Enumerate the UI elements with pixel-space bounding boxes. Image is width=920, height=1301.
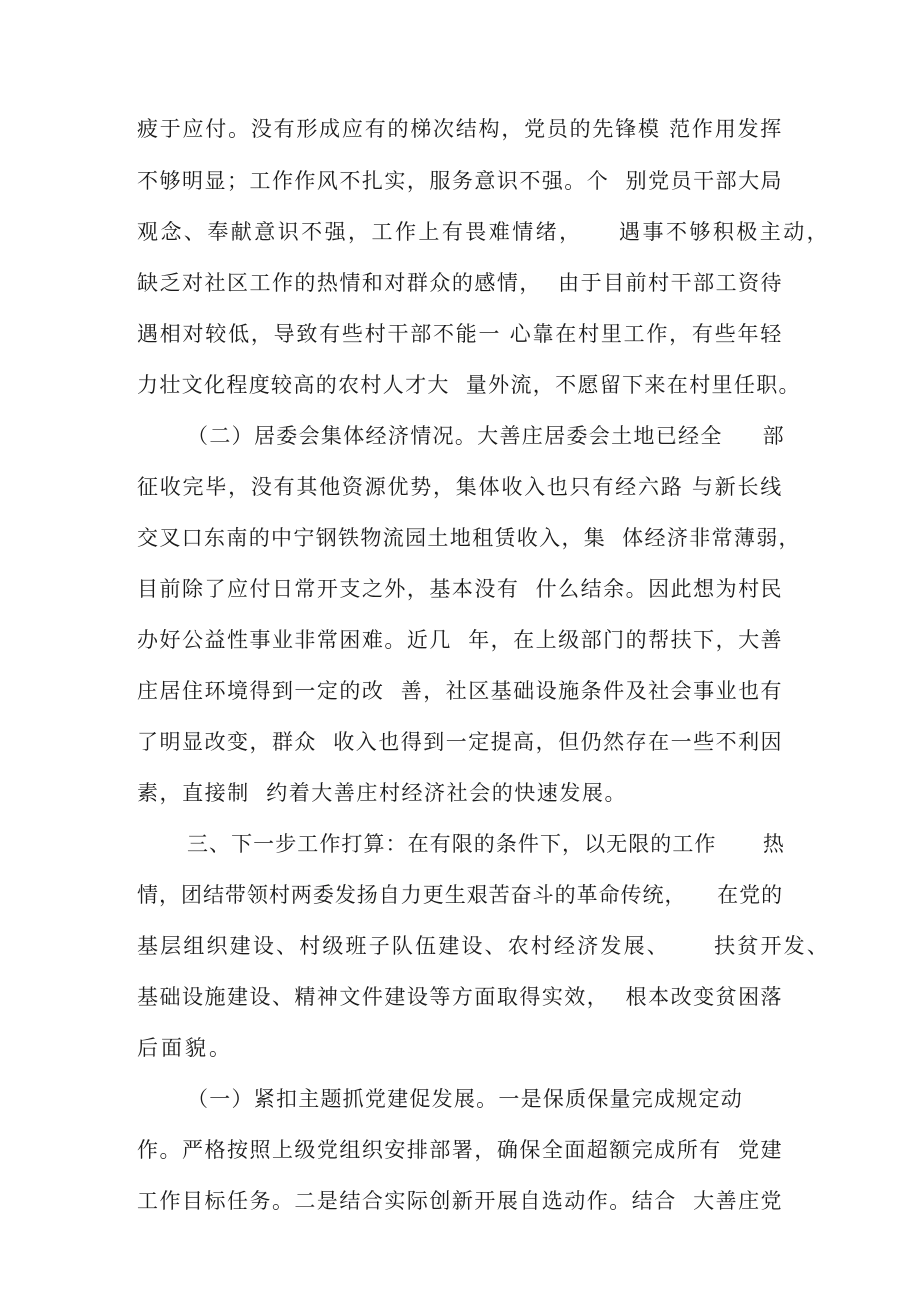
text-line: （一）紧扣主题抓党建促发展。一是保质保量完成规定动	[187, 1087, 743, 1111]
text-line: 力壮文化程度较高的农村人才大 量外流，不愿留下来在村里任职。	[137, 373, 801, 397]
text-line: 后面貌。	[137, 1036, 233, 1060]
text-line: 征收完毕，没有其他资源优势，集体收入也只有经六路 与新长线	[137, 475, 784, 499]
text-line: 办好公益性事业非常困难。近几 年，在上级部门的帮扶下，大善	[137, 628, 784, 652]
text-line: 观念、奉献意识不强，工作上有畏难情绪， 遇事不够积极主动，	[137, 220, 831, 244]
text-line: 素，直接制 约着大善庄村经济社会的快速发展。	[137, 781, 627, 805]
text-line: （二）居委会集体经济情况。大善庄居委会土地已经全 部	[187, 424, 785, 448]
text-line: 疲于应付。没有形成应有的梯次结构，党员的先锋模 范作用发挥	[137, 117, 784, 141]
text-line: 缺乏对社区工作的热情和对群众的感情， 由于目前村干部工资待	[137, 271, 784, 295]
text-line: 不够明显；工作作风不扎实，服务意识不强。个 别党员干部大局	[137, 169, 784, 193]
text-line: 基层组织建设、村级班子队伍建设、农村经济发展、 扶贫开发、	[137, 934, 830, 958]
text-line: 交叉口东南的中宁钢铁物流园土地租赁收入，集 体经济非常薄弱，	[137, 526, 801, 550]
text-line: 庄居住环境得到一定的改 善，社区基础设施条件及社会事业也有	[137, 679, 784, 703]
text-line: 目前除了应付日常开支之外，基本没有 什么结余。因此想为村民	[137, 577, 784, 601]
text-line: 三、下一步工作打算：在有限的条件下，以无限的工作 热	[187, 832, 785, 856]
text-line: 基础设施建设、精神文件建设等方面取得实效， 根本改变贫困落	[137, 985, 784, 1009]
text-line: 作。严格按照上级党组织安排部署，确保全面超额完成所有 党建	[137, 1138, 784, 1162]
text-line: 情，团结带领村两委发扬自力更生艰苦奋斗的革命传统， 在党的	[137, 883, 784, 907]
text-line: 了明显改变，群众 收入也得到一定提高，但仍然存在一些不利因	[137, 730, 784, 754]
text-line: 遇相对较低，导致有些村干部不能一 心靠在村里工作，有些年轻	[137, 322, 784, 346]
text-line: 工作目标任务。二是结合实际创新开展自选动作。结合 大善庄党	[137, 1189, 784, 1213]
